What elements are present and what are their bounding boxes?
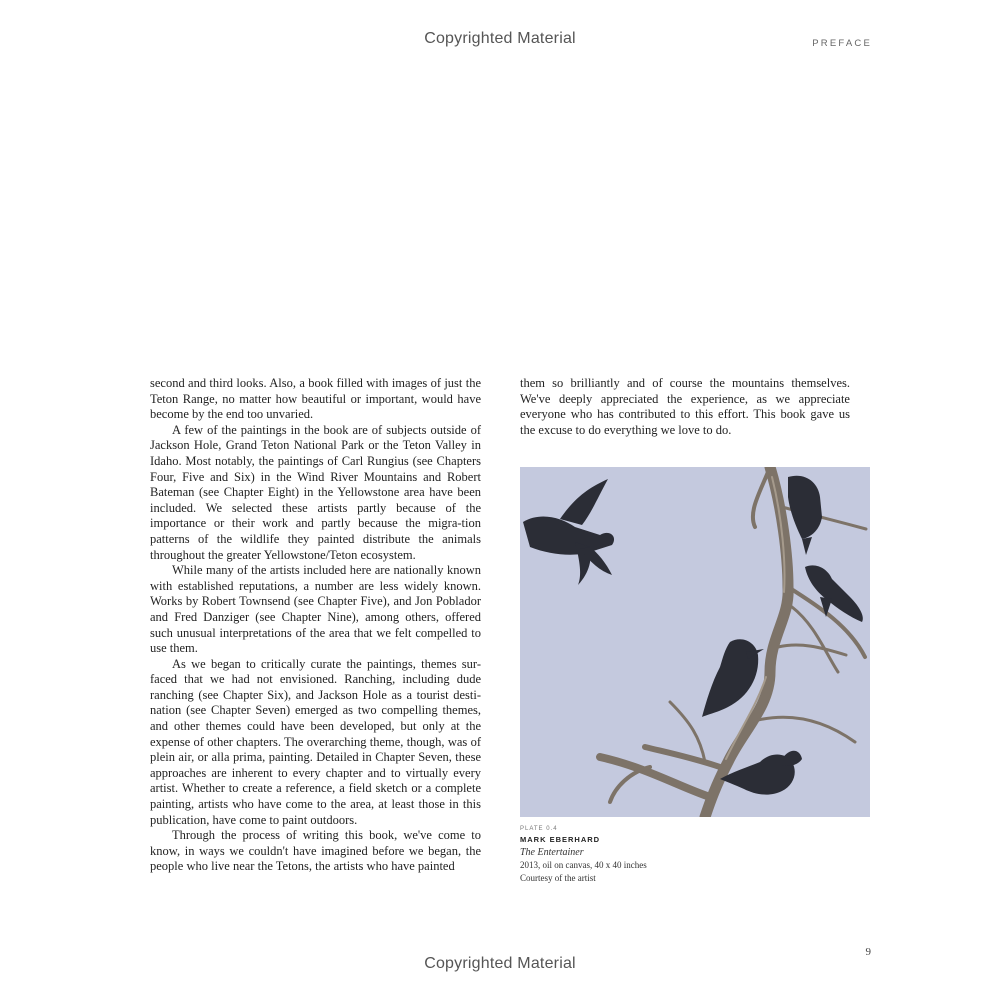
paragraph: Through the process of writing this book, we've come to know, in ways we couldn't have imagined before we began, the people who live near the Tetons, the artists who have painted xyxy=(150,828,481,874)
paragraph: A few of the paintings in the book are of subjects outside of Jackson Hole, Grand Teton National Park or the Teton Valley in Idaho. Most notably, the paintings of Carl Rungius (see Chapters Four, Five and Six) in the Wind River Mountains and Robert Bateman (see Chapter Eight) in the Yellowstone area have been included. We selected these artists partly because of the importance or their work and partly because the migra-tion patterns of the wildlife they painted distribute the animals throughout the greater Yellowstone/Teton ecosystem. xyxy=(150,422,481,562)
copyright-watermark-bottom: Copyrighted Material xyxy=(424,955,576,972)
artwork-details: 2013, oil on canvas, 40 x 40 inches xyxy=(520,860,647,870)
painting-ravens-on-branch xyxy=(520,467,870,817)
page-number: 9 xyxy=(865,946,871,958)
left-text-column xyxy=(150,376,481,875)
copyright-watermark-top: Copyrighted Material xyxy=(424,30,576,47)
artwork-credit: Courtesy of the artist xyxy=(520,872,596,883)
artwork-title: The Entertainer xyxy=(520,846,584,858)
artist-name: MARK EBERHARD xyxy=(520,835,601,844)
paragraph: While many of the artists included here are nationally known with established reputations, a number are less widely known. Works by Robert Townsend (see Chapter Five), and Jon Poblador and Fred Danziger (see Chapter Nine), among others, offered such unusual interpretations of the area that we felt compelled to use them. xyxy=(150,563,481,656)
paragraph: second and third looks. Also, a book filled with images of just the Teton Range, no matter how beautiful or important, would have become by the end too unvaried. xyxy=(150,376,481,422)
plate-number: PLATE 0.4 xyxy=(520,826,558,832)
paragraph: them so brilliantly and of course the mountains themselves. We've deeply appreciated the experience, as we appreciate everyone who has contributed to this effort. This book gave us the excuse to do everything we love to do. xyxy=(520,376,850,437)
painting-illustration xyxy=(520,467,870,817)
running-head: PREFACE xyxy=(812,38,872,49)
plate-caption xyxy=(520,824,720,884)
right-text-column xyxy=(520,376,850,438)
paragraph: As we began to critically curate the paintings, themes sur-faced that we had not envisioned. Ranching, including dude ranching (see Chapter Six), and Jackson Hole as a tourist desti-nation (see Chapter Seven) emerged as two compelling themes, and other themes could have been developed, but only at the expense of other chapters. The overarching theme, though, was of plein air, or alla prima, painting. Detailed in Chapter Seven, these approaches are inherent to every chapter and to virtually every artist. Whether to create a reference, a field sketch or a complete painting, artists who have come to the area, at least those in this publication, have come to paint outdoors. xyxy=(150,656,481,827)
